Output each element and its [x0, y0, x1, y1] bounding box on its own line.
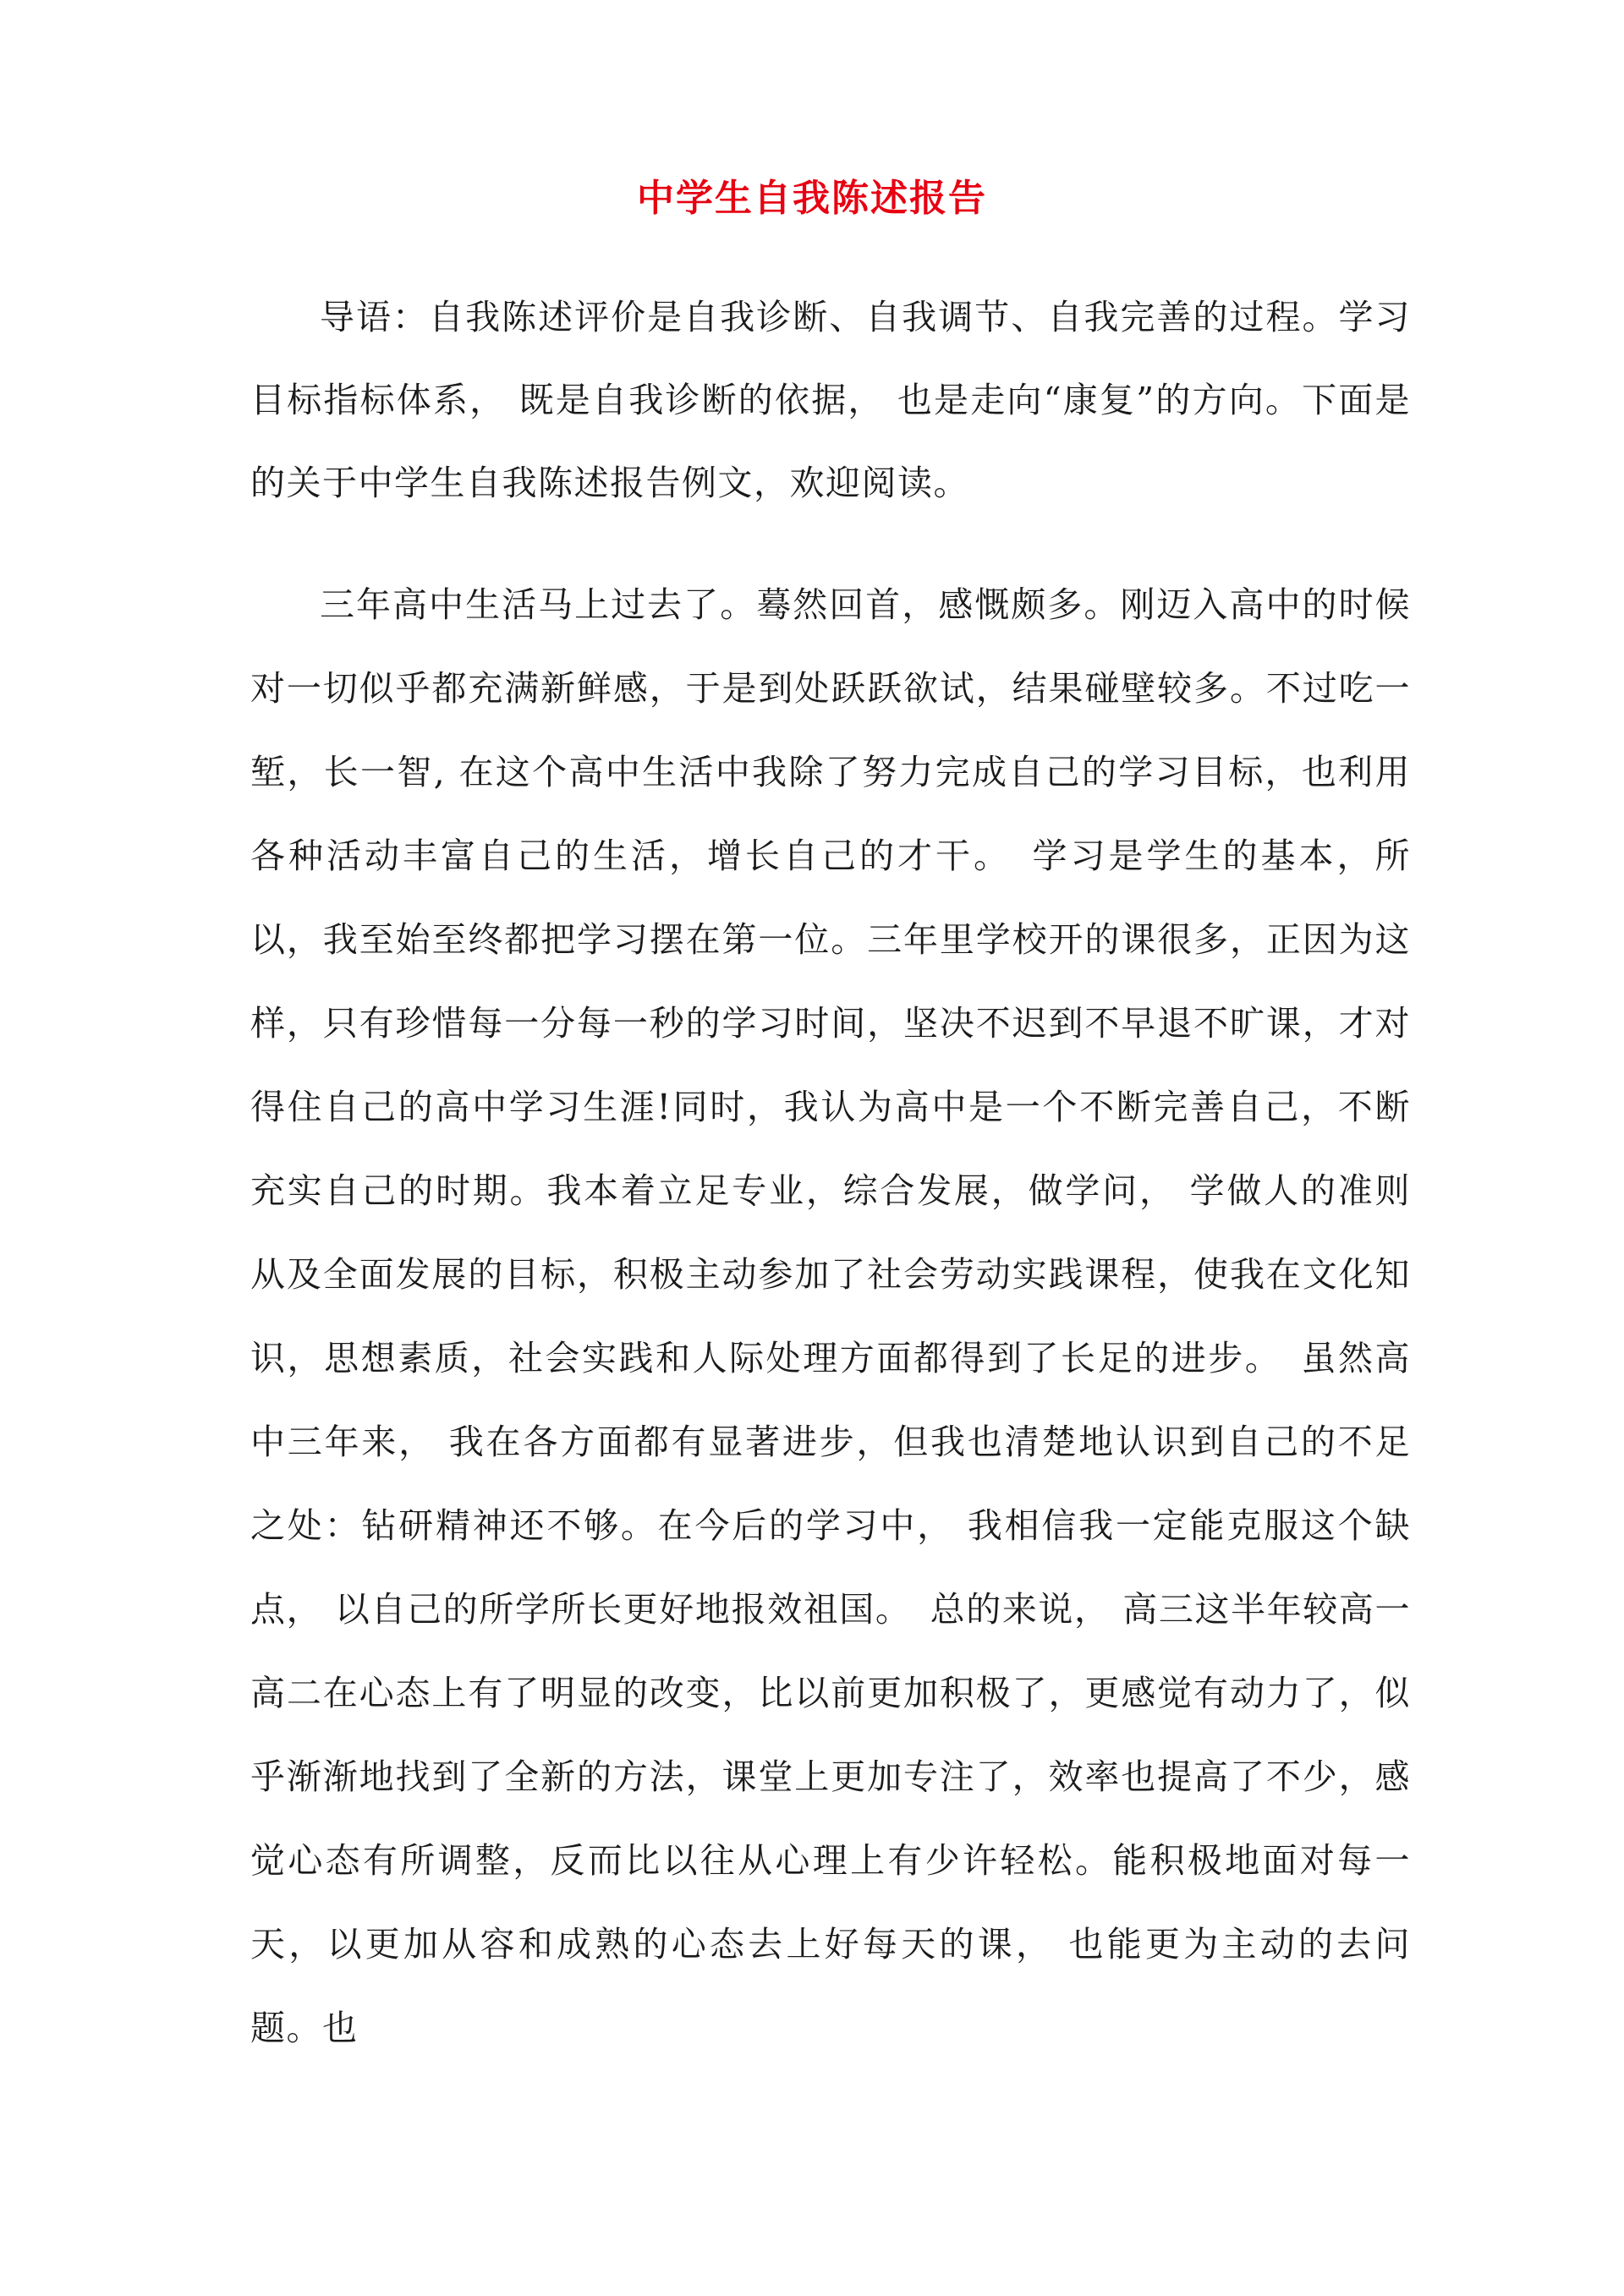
document-title: 中学生自我陈述报告 [637, 177, 987, 220]
main-paragraph: 三年高中生活马上过去了。蓦然回首，感慨颇多。刚迈入高中的时候对一切似乎都充满新鲜感，于是到处跃跃欲试，结果碰壁较多。不过吃一堑，长一智, 在这个高中生活中我除了努力完成自己的学习目标，也利用各种活动丰富自己的生活，增长自己的才干。 学习是学生的基本，所以，我至始至终都把学习摆在第一位。三年里学校开的课很多，正因为这样，只有珍惜每一分每一秒的学习时间，坚决不迟到不早退不旷课，才对得住自己的高中学习生涯!同时，我认为高中是一个不断完善自己，不断充实自己的时期。我本着立足专业，综合发展，做学问， 学做人的准则从及全面发展的目标，积极主动参加了社会劳动实践课程，使我在文化知识，思想素质，社会实践和人际处理方面都得到了长足的进步。 虽然高中三年来， 我在各方面都有显著进步，但我也清楚地认识到自己的不足之处：钻研精神还不够。在今后的学习中， 我相信我一定能克服这个缺点， 以自己的所学所长更好地报效祖国。 总的来说， 高三这半年较高一高二在心态上有了明显的改变，比以前更加积极了，更感觉有动力了，似乎渐渐地找到了全新的方法，课堂上更加专注了，效率也提高了不少，感觉心态有所调整，反而比以往从心理上有少许轻松。能积极地面对每一天，以更加从容和成熟的心态去上好每天的课， 也能更为主动的去问题。也 [250, 584, 1411, 2048]
intro-paragraph: 导语：自我陈述评价是自我诊断、自我调节、自我完善的过程。学习目标指标体系， 既是自我诊断的依据， 也是走向“康复”的方向。下面是的关于中学生自我陈述报告例文，欢迎阅读。 [250, 297, 1411, 503]
